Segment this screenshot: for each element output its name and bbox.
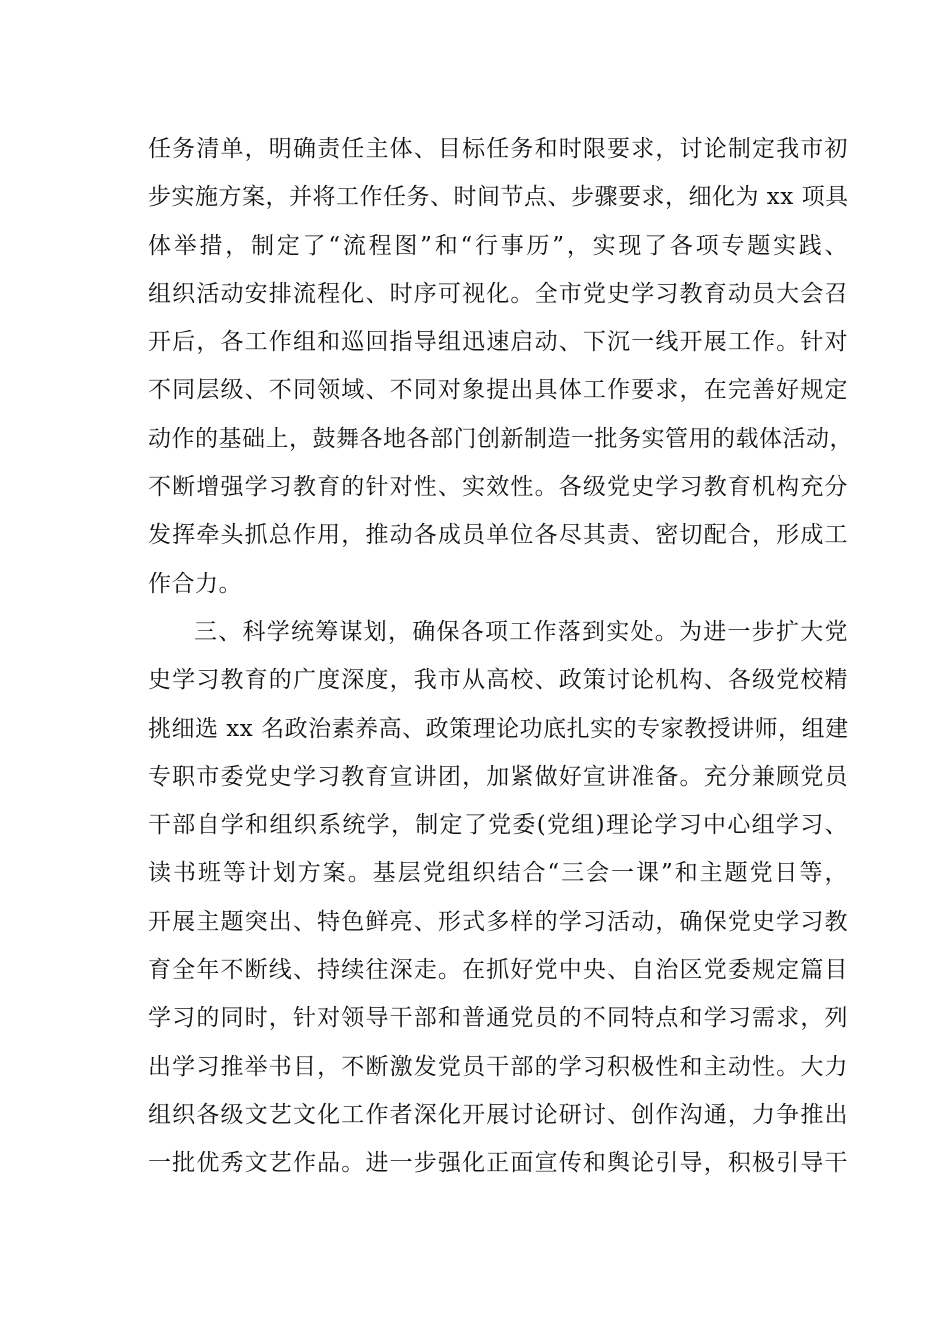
text-line: 读书班等计划方案。基层党组织结合“三会一课”和主题党日等， <box>148 860 848 887</box>
text-line: 专职市委党史学习教育宣讲团，加紧做好宣讲准备。充分兼顾党员 <box>148 763 848 790</box>
text-line: 体举措，制定了“流程图”和“行事历”，实现了各项专题实践、 <box>148 232 848 259</box>
text-line: 步实施方案，并将工作任务、时间节点、步骤要求，细化为 xx 项具 <box>148 184 849 211</box>
section-heading-line: 三、科学统筹谋划，确保各项工作落到实处。为进一步扩大党 <box>194 618 848 645</box>
text-line: 开展主题突出、特色鲜亮、形式多样的学习活动，确保党史学习教 <box>148 908 848 935</box>
text-line: 任务清单，明确责任主体、目标任务和时限要求，讨论制定我市初 <box>148 136 848 162</box>
text-line: 组织各级文艺文化工作者深化开展讨论研讨、创作沟通，力争推出 <box>148 1101 848 1128</box>
text-line: 发挥牵头抓总作用，推动各成员单位各尽其责、密切配合，形成工 <box>148 522 848 549</box>
text-line: 作合力。 <box>148 570 242 597</box>
body-text <box>148 125 853 1188</box>
text-line: 出学习推举书目，不断激发党员干部的学习积极性和主动性。大力 <box>148 1053 848 1080</box>
text-line: 一批优秀文艺作品。进一步强化正面宣传和舆论引导，积极引导干 <box>148 1150 848 1177</box>
text-line: 学习的同时，针对领导干部和普通党员的不同特点和学习需求，列 <box>148 1005 848 1032</box>
text-line: 挑细选 xx 名政治素养高、政策理论功底扎实的专家教授讲师，组建 <box>148 715 849 742</box>
text-line: 开后，各工作组和巡回指导组迅速启动、下沉一线开展工作。针对 <box>148 329 848 356</box>
text-line: 育全年不断线、持续往深走。在抓好党中央、自治区党委规定篇目 <box>148 957 848 984</box>
text-line: 动作的基础上，鼓舞各地各部门创新制造一批务实管用的载体活动， <box>148 425 853 452</box>
text-line: 干部自学和组织系统学，制定了党委(党组)理论学习中心组学习、 <box>148 812 848 839</box>
text-line: 不同层级、不同领域、不同对象提出具体工作要求，在完善好规定 <box>148 377 848 404</box>
text-line: 史学习教育的广度深度，我市从高校、政策讨论机构、各级党校精 <box>148 667 848 694</box>
text-line: 不断增强学习教育的针对性、实效性。各级党史学习教育机构充分 <box>148 474 848 501</box>
text-line: 组织活动安排流程化、时序可视化。全市党史学习教育动员大会召 <box>148 280 848 307</box>
